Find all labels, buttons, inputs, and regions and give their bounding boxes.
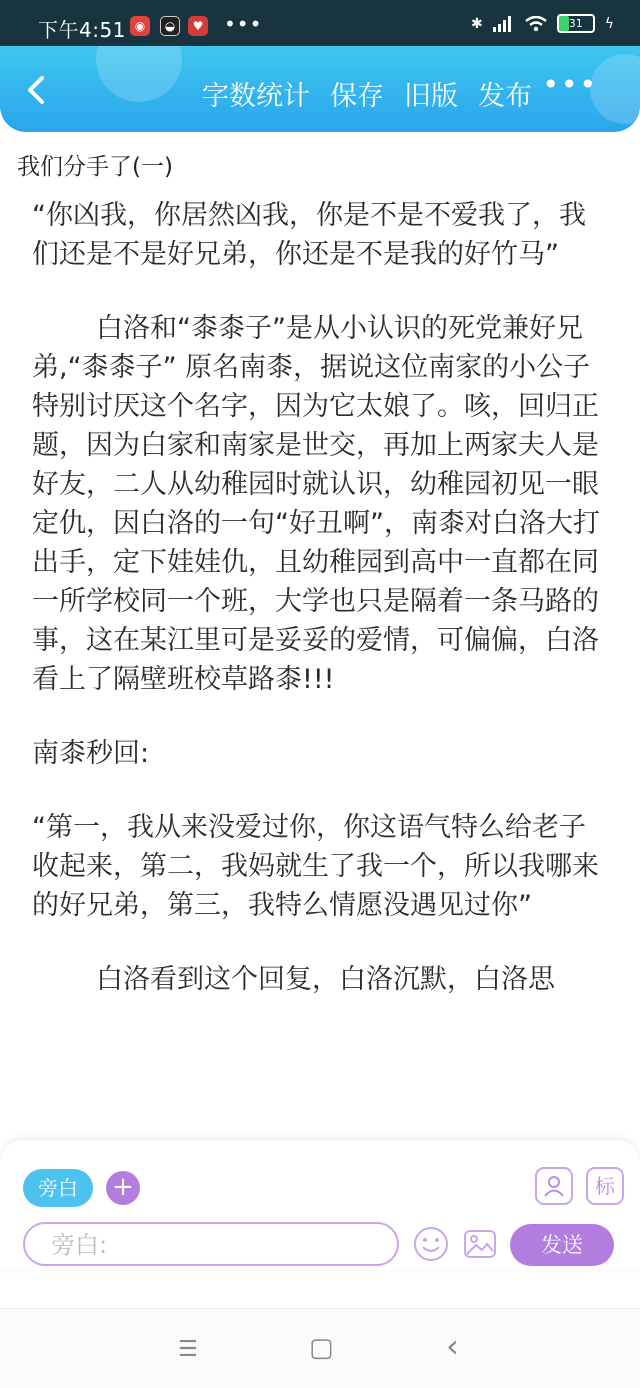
system-nav-bar — [0, 1308, 640, 1388]
send-button[interactable]: 发送 — [510, 1224, 614, 1266]
signal-icon — [493, 16, 515, 32]
app-notification-icon-2: ♥ — [188, 16, 208, 36]
battery-icon: 31 — [557, 14, 595, 33]
status-bar — [0, 0, 640, 46]
menu-icon[interactable]: ☰ — [178, 1337, 198, 1362]
image-icon[interactable] — [462, 1226, 498, 1262]
paragraph: 南桼秒回: — [32, 738, 150, 769]
bluetooth-icon: ✱ — [471, 15, 483, 32]
home-icon[interactable]: ▢ — [309, 1333, 334, 1363]
narration-input[interactable] — [49, 1224, 393, 1266]
publish-button[interactable]: 发布 — [478, 81, 532, 112]
narration-input-box[interactable] — [23, 1222, 399, 1266]
editor-header — [0, 46, 640, 132]
add-role-button[interactable]: + — [106, 1171, 140, 1205]
header-actions — [202, 74, 532, 113]
paragraph: 白洛看到这个回复，白洛沉默，白洛思 — [96, 964, 555, 995]
chapter-title[interactable]: 我们分手了(一) — [17, 154, 173, 180]
character-icon[interactable] — [535, 1167, 573, 1205]
charging-icon: ϟ — [604, 15, 614, 32]
save-button[interactable]: 保存 — [330, 81, 384, 112]
tag-button[interactable]: 标 — [586, 1167, 624, 1205]
emoji-icon[interactable] — [413, 1226, 449, 1262]
narration-role-chip[interactable]: 旁白 — [23, 1169, 93, 1207]
app-notification-icon: ◒ — [160, 16, 180, 36]
word-count-button[interactable]: 字数统计 — [202, 81, 310, 112]
composer-panel — [0, 1140, 640, 1270]
nav-back-icon[interactable]: ‹ — [446, 1327, 459, 1365]
back-arrow-icon[interactable] — [18, 70, 58, 110]
paragraph: 白洛和“桼桼子”是从小认识的死党兼好兄弟,“桼桼子” 原名南桼，据说这位南家的小公子特别讨厌这个名字，因为它太娘了。咳，回归正题，因为白家和南家是世交，再加上两家夫人是好友，二人从幼稚园时就认识，幼稚园初见一眼定仇，因白洛的一句“好丑啊”，南桼对白洛大打出手，定下娃娃仇，且幼稚园到高中一直都在同一所学校同一个班，大学也只是隔着一条马路的事，这在某江里可是妥妥的爱情，可偏偏，白洛看上了隔壁班校草路桼!!! — [32, 313, 600, 695]
more-notifications-icon: ••• — [224, 12, 263, 36]
paragraph: “你凶我，你居然凶我，你是不是不爱我了，我们还是不是好兄弟，你还是不是我的好竹马” — [32, 200, 586, 270]
wifi-icon — [525, 16, 547, 32]
status-icons — [471, 14, 614, 33]
story-content[interactable] — [32, 196, 610, 1140]
old-version-button[interactable]: 旧版 — [404, 81, 458, 112]
status-time: 下午4:51 — [38, 18, 126, 42]
netease-music-icon: ◉ — [130, 16, 150, 36]
paragraph: “第一，我从来没爱过你，你这语气特么给老子收起来，第二，我妈就生了我一个，所以我哪来的好兄弟，第三，我特么情愿没遇见过你” — [32, 812, 599, 921]
more-options-icon[interactable]: ••• — [542, 68, 598, 101]
